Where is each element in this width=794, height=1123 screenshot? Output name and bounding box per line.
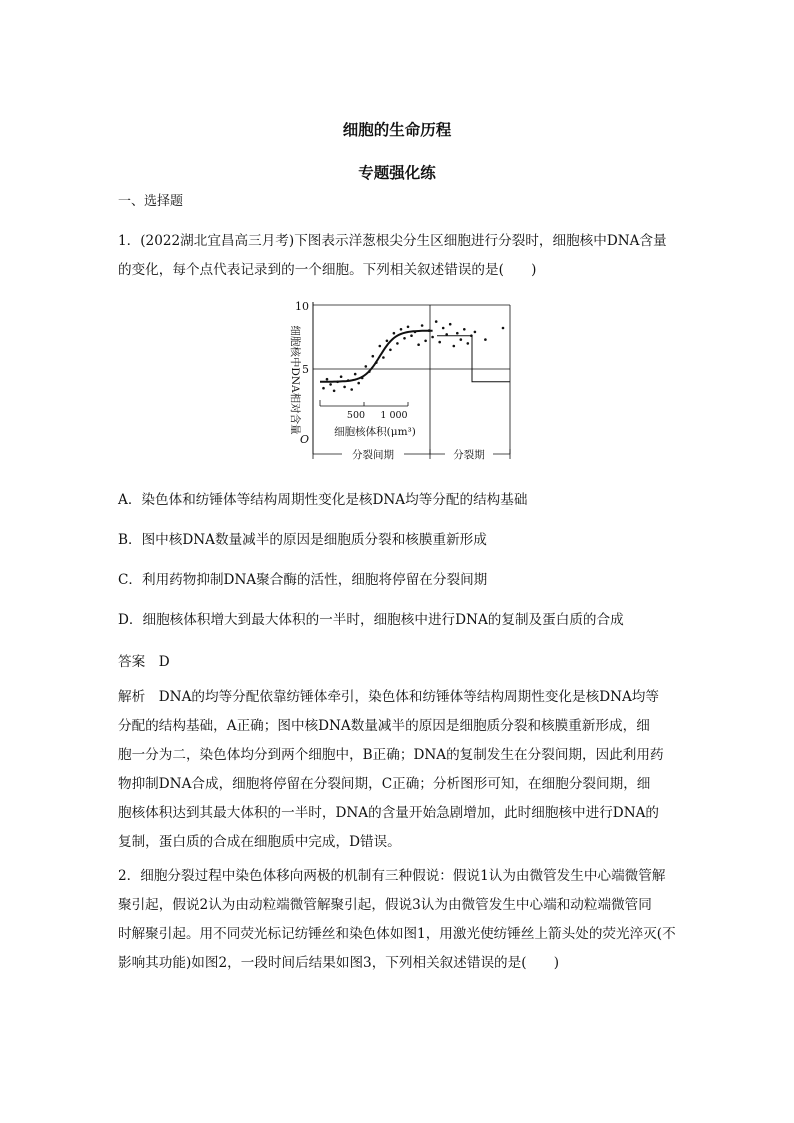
section-heading: 一、选择题 bbox=[118, 194, 184, 209]
data-point bbox=[410, 334, 413, 337]
y-axis-label: 细胞核中DNA相对含量 bbox=[289, 325, 301, 435]
data-point bbox=[449, 323, 452, 326]
data-point bbox=[400, 328, 403, 331]
y-tick-5: 5 bbox=[302, 363, 309, 376]
data-point bbox=[340, 375, 343, 378]
data-point bbox=[357, 382, 360, 385]
analysis-line: 胞一分为二，染色体均分到两个细胞中，B正确；DNA的复制发生在分裂间期，因此利用药 bbox=[118, 747, 664, 763]
data-point bbox=[453, 345, 456, 348]
y-tick-10: 10 bbox=[295, 300, 309, 313]
data-point bbox=[502, 327, 505, 330]
q1-stem-line-1: 1．(2022湖北宜昌高三月考)下图表示洋葱根尖分生区细胞进行分裂时，细胞核中DNA含量 bbox=[118, 233, 667, 249]
data-point bbox=[414, 331, 417, 334]
q2-line: 影响其功能)如图2，一段时间后结果如图3，下列相关叙述错误的是( ) bbox=[118, 955, 560, 971]
data-point bbox=[460, 338, 463, 341]
analysis-line: 复制，蛋白质的合成在细胞质中完成，D错误。 bbox=[118, 834, 401, 850]
data-point bbox=[463, 328, 466, 331]
x-axis-label: 细胞核体积(μm³) bbox=[334, 426, 416, 438]
analysis-line: 解析 DNA的均等分配依靠纺锤体牵引，染色体和纺锤体等结构周期性变化是核DNA均等 bbox=[118, 689, 659, 705]
answer-line: 答案 D bbox=[118, 654, 170, 670]
x-tick-label-1000: 1 000 bbox=[380, 410, 408, 421]
option-c: C．利用药物抑制DNA聚合酶的活性，细胞将停留在分裂间期 bbox=[118, 572, 488, 588]
data-point bbox=[375, 361, 378, 364]
data-point bbox=[470, 334, 473, 337]
data-point bbox=[379, 345, 382, 348]
data-point bbox=[372, 355, 375, 358]
data-point bbox=[421, 324, 424, 327]
data-point bbox=[435, 320, 438, 323]
page-subtitle: 专题强化练 bbox=[358, 163, 436, 182]
page-title: 细胞的生命历程 bbox=[342, 120, 452, 139]
data-point bbox=[326, 378, 329, 381]
data-point bbox=[354, 373, 357, 376]
analysis-line: 胞核体积达到其最大体积的一半时，DNA的含量开始急剧增加，此时细胞核中进行DNA的 bbox=[118, 805, 659, 821]
data-point bbox=[474, 331, 477, 334]
origin-label: O bbox=[299, 433, 309, 446]
division-phase-label: 分裂期 bbox=[453, 449, 485, 461]
data-point bbox=[365, 365, 368, 368]
q2-line: 时解聚引起。用不同荧光标记纺锤丝和染色体如图1，用激光使纺锤丝上箭头处的荧光淬灭(不 bbox=[118, 926, 676, 942]
data-point bbox=[336, 381, 339, 384]
data-point bbox=[431, 336, 434, 339]
data-point bbox=[424, 340, 427, 343]
data-point bbox=[322, 387, 325, 390]
data-point bbox=[438, 341, 441, 344]
data-point bbox=[386, 340, 389, 343]
data-point bbox=[428, 329, 431, 332]
data-point bbox=[382, 356, 385, 359]
data-point bbox=[456, 332, 459, 335]
data-point bbox=[445, 333, 448, 336]
data-point bbox=[467, 342, 470, 345]
data-point bbox=[350, 388, 353, 391]
data-point bbox=[442, 327, 445, 330]
data-point bbox=[396, 342, 399, 345]
data-point bbox=[389, 349, 392, 352]
data-point bbox=[329, 383, 332, 386]
data-point bbox=[343, 386, 346, 389]
analysis-line: 分配的结构基础，A正确；图中核DNA数量减半的原因是细胞质分裂和核膜重新形成，细 bbox=[118, 718, 650, 734]
q1-stem-line-2: 的变化，每个点代表记录到的一个细胞。下列相关叙述错误的是( ) bbox=[118, 262, 537, 278]
data-point bbox=[393, 332, 396, 335]
option-a: A．染色体和纺锤体等结构周期性变化是核DNA均等分配的结构基础 bbox=[118, 492, 528, 508]
dna-content-chart bbox=[280, 296, 520, 466]
interphase-label: 分裂间期 bbox=[352, 449, 394, 461]
division-step-line bbox=[437, 336, 510, 382]
analysis-paragraph bbox=[118, 683, 678, 857]
data-point bbox=[403, 337, 406, 340]
fit-curve bbox=[320, 331, 433, 382]
data-point bbox=[368, 370, 371, 373]
data-point bbox=[333, 390, 336, 393]
data-point bbox=[347, 379, 350, 382]
option-b: B．图中核DNA数量减半的原因是细胞质分裂和核膜重新形成 bbox=[118, 532, 487, 548]
data-point bbox=[484, 338, 487, 341]
analysis-line: 物抑制DNA合成，细胞将停留在分裂间期，C正确；分析图形可知，在细胞分裂间期，细 bbox=[118, 776, 651, 792]
data-point bbox=[407, 326, 410, 329]
q2-line: 聚引起，假说2认为由动粒端微管解聚引起，假说3认为由微管发生中心端和动粒端微管同 bbox=[118, 897, 652, 913]
data-point bbox=[361, 377, 364, 380]
q2-line: 2．细胞分裂过程中染色体移向两极的机制有三种假说：假说1认为由微管发生中心端微管解 bbox=[118, 868, 666, 884]
x-tick-label-500: 500 bbox=[346, 410, 366, 421]
data-point bbox=[417, 343, 420, 346]
q2-paragraph bbox=[118, 862, 678, 978]
option-d: D．细胞核体积增大到最大体积的一半时，细胞核中进行DNA的复制及蛋白质的合成 bbox=[118, 612, 624, 628]
